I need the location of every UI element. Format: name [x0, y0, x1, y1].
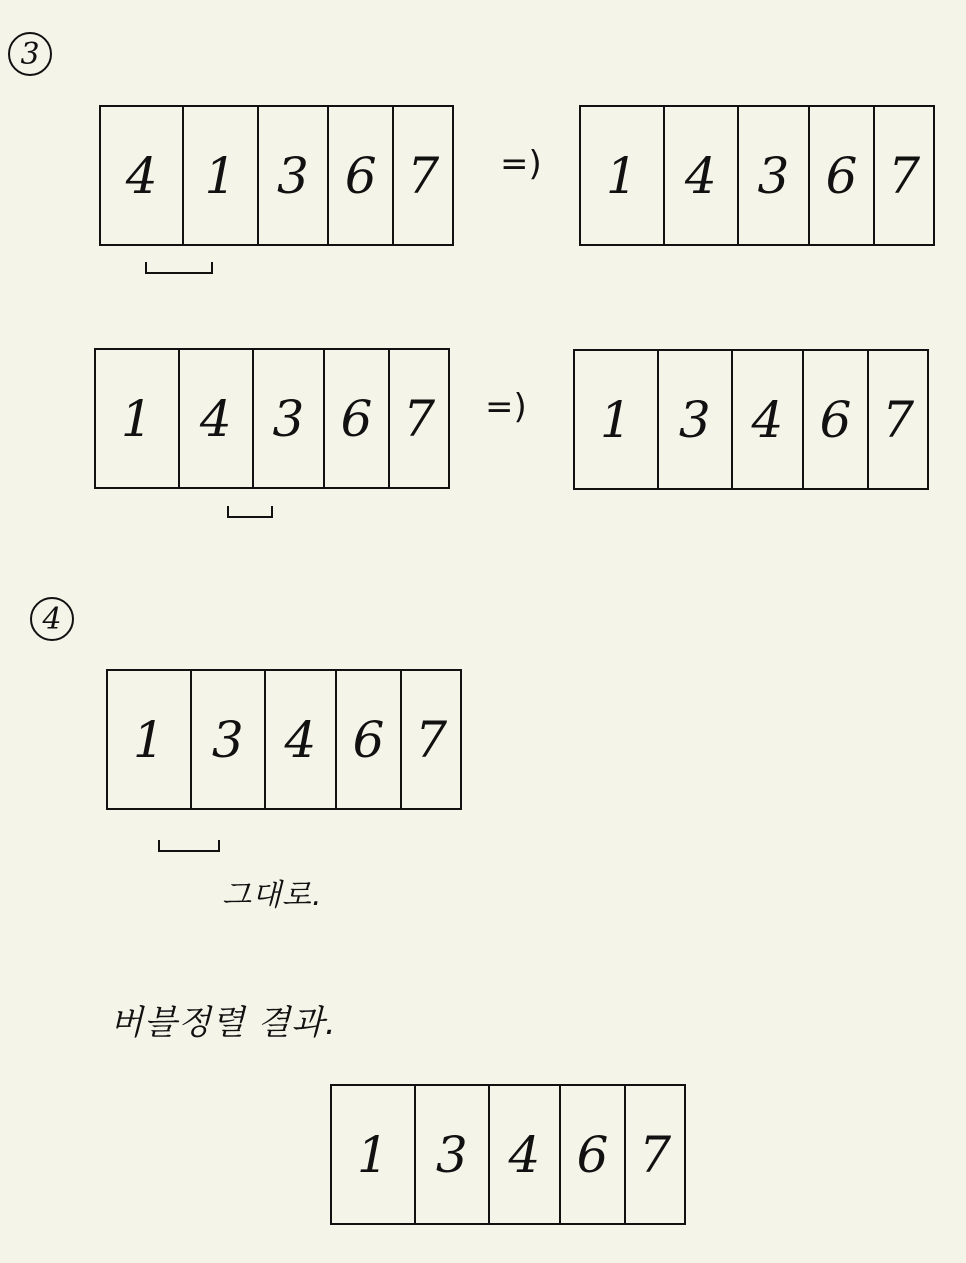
array-cell: 3 — [259, 107, 329, 244]
array-cell: 7 — [639, 1125, 672, 1184]
arrow-icon: =) — [500, 144, 542, 184]
array-cell: 1 — [575, 351, 659, 488]
compare-bracket — [227, 506, 273, 518]
array-cell: 1 — [581, 107, 665, 244]
array-cell: 3 — [254, 350, 325, 487]
compare-bracket — [145, 262, 213, 274]
step-4-number: 4 — [42, 601, 62, 637]
array-cell: 4 — [490, 1086, 561, 1223]
array-cell: 1 — [108, 671, 192, 808]
array-cell: 6 — [329, 107, 394, 244]
array-step3-row2-after — [573, 349, 929, 490]
array-cell: 4 — [266, 671, 337, 808]
array-step3-row1-before — [99, 105, 454, 246]
array-step3-row2-before — [94, 348, 450, 489]
array-step3-row1-after — [579, 105, 935, 246]
array-cell: 4 — [180, 350, 255, 487]
array-cell: 6 — [325, 350, 391, 487]
array-cell: 3 — [739, 107, 810, 244]
array-cell: 6 — [804, 351, 870, 488]
arrow-icon: =) — [485, 387, 527, 427]
unchanged-note: 그대로. — [222, 878, 323, 913]
array-cell: 4 — [101, 107, 184, 244]
array-cell: 7 — [407, 146, 440, 205]
array-cell: 4 — [665, 107, 740, 244]
array-cell: 7 — [415, 710, 448, 769]
step-3-number: 3 — [20, 36, 40, 72]
array-cell: 7 — [403, 389, 436, 448]
step-3-marker — [8, 32, 52, 76]
array-cell: 3 — [192, 671, 267, 808]
array-cell: 6 — [337, 671, 403, 808]
array-cell: 4 — [733, 351, 804, 488]
step-4-marker — [30, 597, 74, 641]
array-result — [330, 1084, 686, 1225]
array-cell: 3 — [416, 1086, 491, 1223]
array-cell: 1 — [332, 1086, 416, 1223]
bubble-sort-result-label: 버블정렬 결과. — [110, 1003, 337, 1043]
array-cell: 1 — [96, 350, 180, 487]
array-cell: 6 — [561, 1086, 627, 1223]
array-cell: 1 — [184, 107, 258, 244]
array-step4 — [106, 669, 462, 810]
array-cell: 3 — [659, 351, 734, 488]
array-cell: 6 — [810, 107, 876, 244]
compare-bracket — [158, 840, 220, 852]
array-cell: 7 — [882, 390, 915, 449]
array-cell: 7 — [888, 146, 921, 205]
